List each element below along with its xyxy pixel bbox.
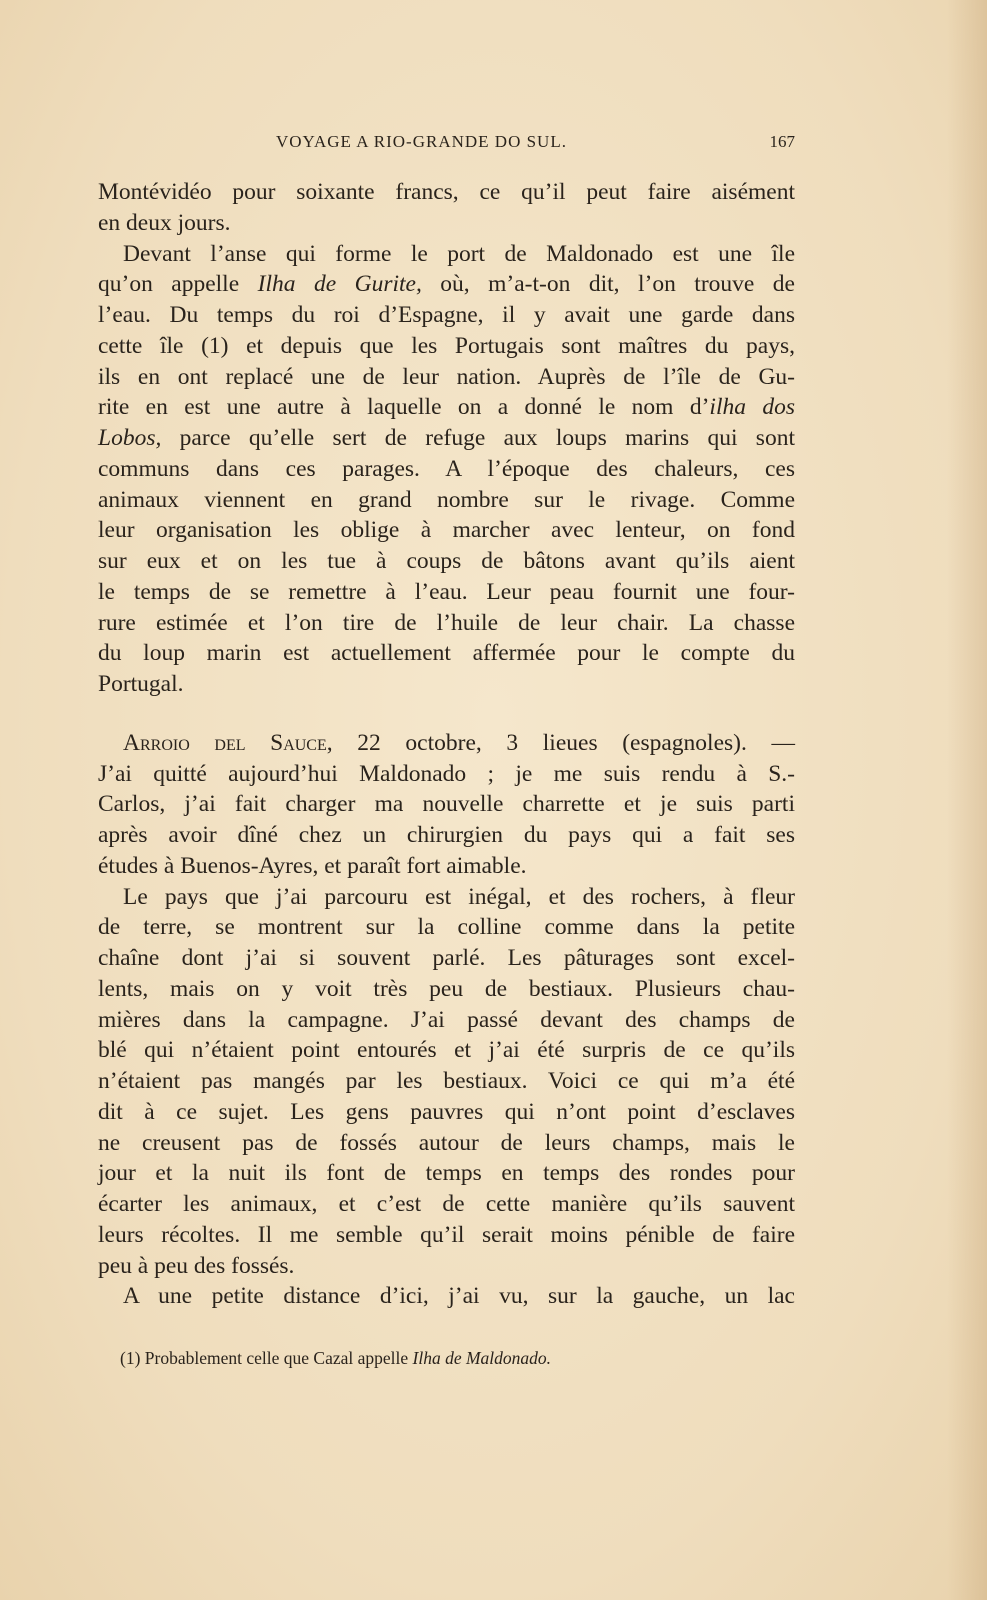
text-line (98, 759, 795, 790)
text-line (98, 1220, 795, 1251)
text-line (98, 1158, 795, 1189)
text-line (98, 454, 795, 485)
page-edge-shadow (947, 0, 987, 1600)
text-run: du loup marin est actuellement affermée pour le compte du (98, 640, 795, 667)
page-number: 167 (769, 132, 795, 151)
text-run: n’étaient pas mangés par les bestiaux. Voici ce qui m’a été (98, 1068, 795, 1094)
text-run: Devant l’anse qui forme le port de Maldonado est une île (123, 240, 795, 267)
text-line (98, 1281, 795, 1312)
text-run: Montévidéo pour soixante francs, ce qu’il peut faire aisément (98, 179, 795, 205)
paragraph (98, 882, 795, 1282)
text-run: Le pays que j’ai parcouru est inégal, et des rochers, à fleur (123, 883, 795, 910)
text-run: jour et la nuit ils font de temps en temps des rondes pour (98, 1160, 795, 1187)
text-run: qu’on appelle (98, 271, 258, 298)
italic-text: Ilha de Gurite, (257, 271, 422, 298)
text-run: communs dans ces parages. A l’époque des chaleurs, ces (98, 455, 795, 482)
text-run: où, m’a-t-on dit, l’on trouve de (421, 271, 795, 298)
text-line (98, 1251, 795, 1282)
text-line (98, 1005, 795, 1036)
text-line (98, 208, 795, 239)
text-run: Carlos, j’ai fait charger ma nouvelle charrette et je suis parti (98, 791, 795, 818)
text-run: cette île (1) et depuis que les Portugais sont maîtres du pays, (98, 332, 795, 359)
body-text (98, 177, 795, 1312)
footnote (120, 1348, 551, 1369)
text-line (98, 1097, 795, 1128)
text-line (98, 1189, 795, 1220)
text-run: A une petite distance d’ici, j’ai vu, sur la gauche, un lac (123, 1283, 795, 1310)
text-line (98, 1035, 795, 1066)
text-run: sur eux et on les tue à coups de bâtons avant qu’ils aient (98, 548, 795, 574)
text-line (98, 423, 795, 454)
text-run: (1) Probablement celle que Cazal appelle (120, 1348, 413, 1368)
text-line (98, 912, 795, 943)
text-line (98, 331, 795, 362)
text-run: 22 octobre, 3 lieues (espagnoles). — (332, 729, 796, 756)
text-line (98, 789, 795, 820)
text-run: Portugal. (98, 671, 184, 697)
text-run: après avoir dîné chez un chirurgien du pays qui a fait ses (98, 822, 795, 848)
text-run: en deux jours. (98, 209, 231, 236)
italic-text: Ilha de Maldonado. (412, 1348, 552, 1368)
italic-text: Lobos, (98, 425, 162, 451)
text-line (98, 362, 795, 393)
text-line (98, 269, 795, 300)
text-line (98, 177, 795, 208)
text-run: ne creusent pas de fossés autour de leurs champs, mais le (98, 1129, 795, 1156)
paragraph (98, 239, 795, 700)
text-run: J’ai quitté aujourd’hui Maldonado ; je me suis rendu à S.- (98, 760, 795, 787)
text-line (98, 943, 795, 974)
text-run: parce qu’elle sert de refuge aux loups marins qui sont (161, 425, 795, 451)
text-line (98, 577, 795, 608)
text-line (98, 669, 795, 700)
text-run: animaux viennent en grand nombre sur le rivage. Comme (98, 486, 795, 513)
text-line (98, 974, 795, 1005)
page-header (98, 132, 795, 156)
text-line (98, 300, 795, 331)
text-line (98, 638, 795, 669)
text-line (98, 546, 795, 577)
text-run: blé qui n’étaient point entourés et j’ai été surpris de ce qu’ils (98, 1037, 795, 1064)
text-run: mières dans la campagne. J’ai passé devant des champs de (98, 1006, 795, 1033)
text-run: de terre, se montrent sur la colline comme dans la petite (98, 914, 795, 941)
text-run: écarter les animaux, et c’est de cette manière qu’ils sauvent (98, 1191, 795, 1217)
text-run: l’eau. Du temps du roi d’Espagne, il y avait une garde dans (98, 302, 795, 328)
text-run: dit à ce sujet. Les gens pauvres qui n’ont point d’esclaves (98, 1098, 795, 1125)
text-line (98, 608, 795, 639)
text-run: chaîne dont j’ai si souvent parlé. Les pâturages sont excel- (98, 945, 795, 971)
text-run: leur organisation les oblige à marcher avec lenteur, on fond (98, 517, 795, 544)
text-line (98, 1066, 795, 1097)
text-run: le temps de se remettre à l’eau. Leur peau fournit une four- (98, 578, 795, 605)
paragraph (98, 1281, 795, 1312)
paragraph-gap (98, 700, 795, 728)
text-line (98, 392, 795, 423)
text-line (98, 728, 795, 759)
text-line (98, 820, 795, 851)
text-run: rure estimée et l’on tire de l’huile de leur chair. La chasse (98, 609, 795, 636)
text-line (98, 851, 795, 882)
small-caps-text: Arroio del Sauce, (123, 729, 333, 756)
text-run: leurs récoltes. Il me semble qu’il serait moins pénible de faire (98, 1221, 795, 1248)
text-run: peu à peu des fossés. (98, 1252, 295, 1279)
text-line (98, 239, 795, 270)
text-line (98, 485, 795, 516)
italic-text: ilha dos (709, 394, 795, 421)
text-run: ils en ont replacé une de leur nation. Auprès de l’île de Gu- (98, 363, 795, 390)
text-line (98, 515, 795, 546)
text-run: lents, mais on y voit très peu de bestiaux. Plusieurs chau- (98, 975, 795, 1002)
paragraph (98, 728, 795, 882)
text-run: rite en est une autre à laquelle on a donné le nom d’ (98, 394, 710, 421)
text-line (98, 882, 795, 913)
text-run: études à Buenos-Ayres, et paraît fort aimable. (98, 852, 527, 879)
text-line (98, 1128, 795, 1159)
running-title: VOYAGE A RIO-GRANDE DO SUL. (276, 132, 567, 151)
paragraph (98, 177, 795, 239)
